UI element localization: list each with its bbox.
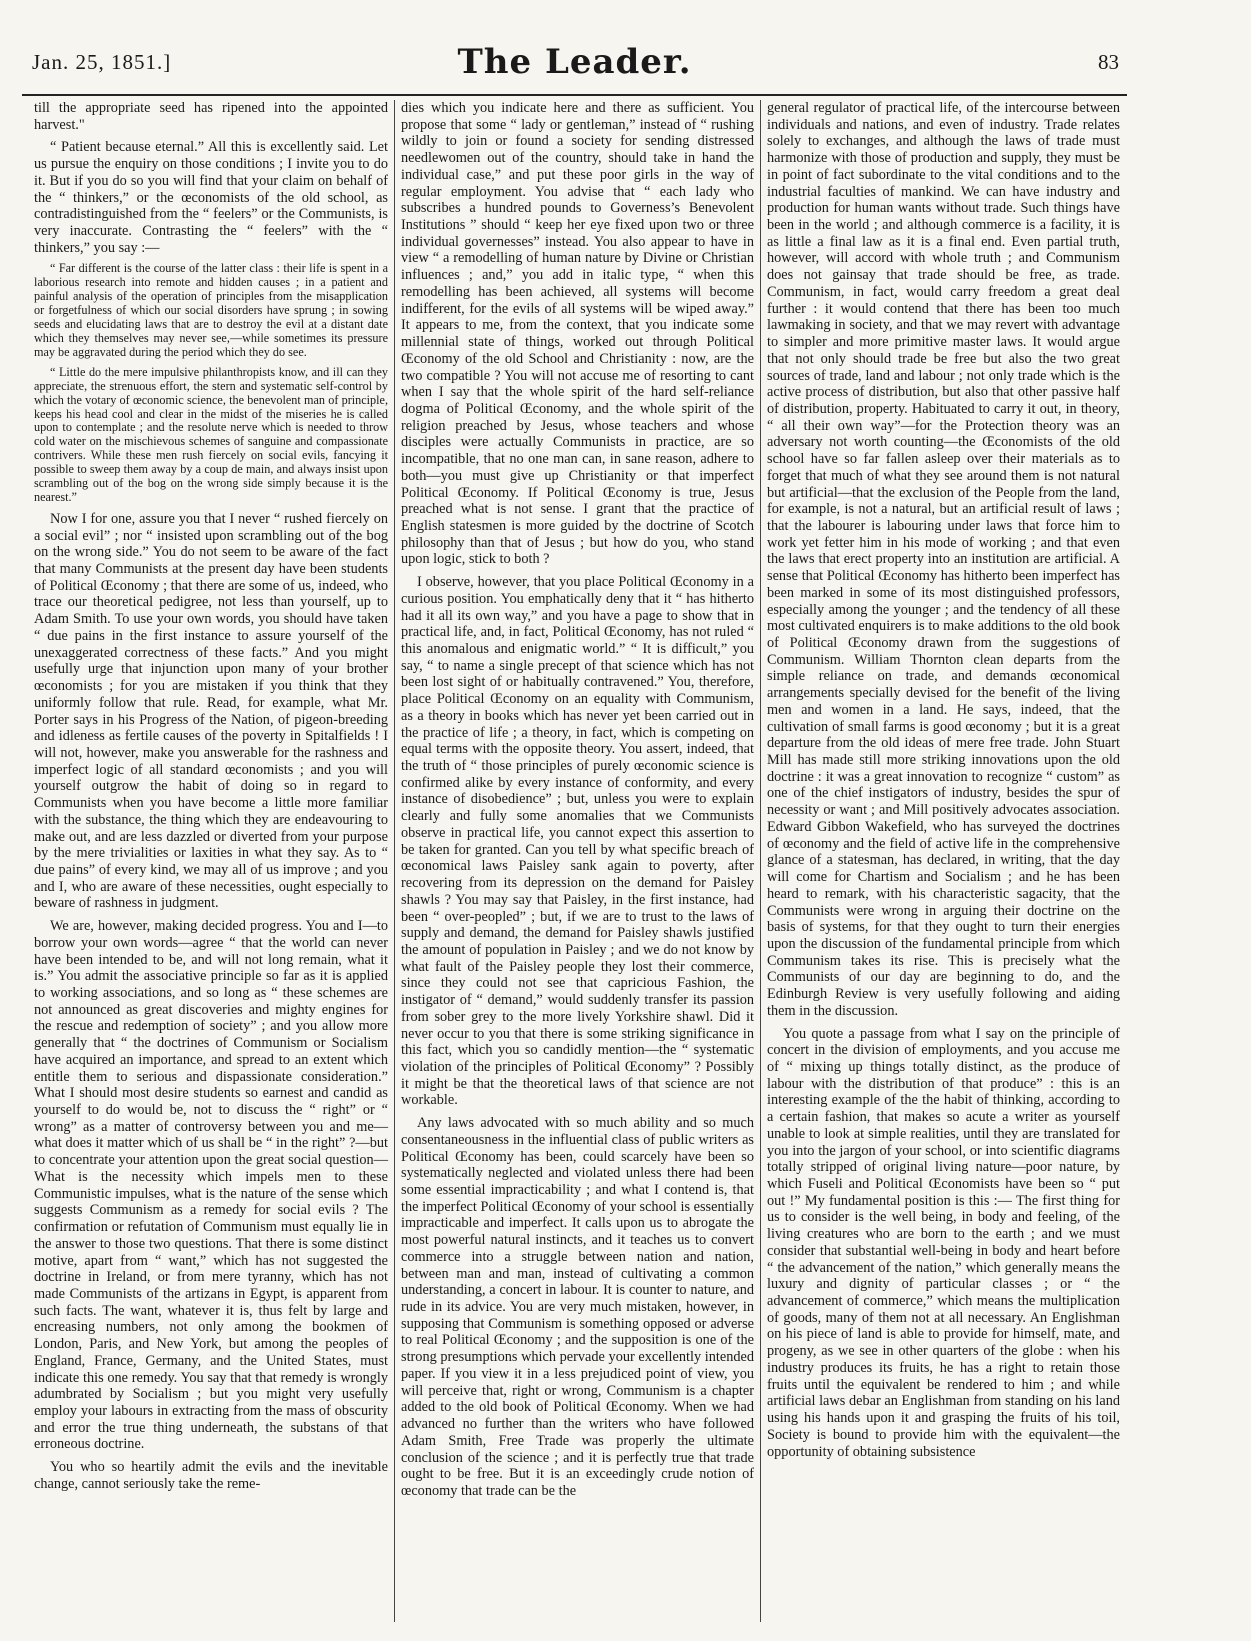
- article-columns: [28, 100, 1128, 1622]
- page-number: 83: [1098, 50, 1119, 74]
- paragraph: We are, however, making decided progress. You and I—to borrow your own words—agree “ that the world can never have been intended to be, and will not long remain, what it is.” You admit the associative principle so far as it is applied to working associations, and so long as “ these schemes are not announced as great discoveries and mighty engines for the rescue and redemption of society” ; and you allow more generally that “ the doctrines of Communism or Socialism have acquired an importance, and spread to an extent which entitle them to serious and dispassionate consideration.” What I should most desire students so earnest and candid as yourself to do would be, not to discuss the “ right” or “ wrong” as a matter of controversy between you and me—what does it matter which of us shall be “ in the right” ?—but to concentrate your attention upon the great social question—What is the necessity which impels men to these Communistic impulses, what is the nature of the sense which suggests Communism as a remedy for social evils ? The confirmation or refutation of Communism must equally lie in the answer to those two questions. That there is some distinct motive, apart from “ want,” which has not suggested the doctrine in Ireland, or from mere tyranny, which has not made Communists of the artizans in Egypt, is apparent from such facts. The want, whatever it is, thus felt by large and encreasing numbers, not only among the bookmen of London, Paris, and New York, but among the peoples of England, France, Germany, and the United States, must indicate this one remedy. You say that that remedy is wrongly adumbrated by Socialism ; but you might very usefully employ your labours in extracting from the mass of obscurity and error the true thing underneath, the substans of that erroneous doctrine.: [34, 918, 388, 1453]
- block-quote: “ Little do the mere impulsive philanthropists know, and ill can they appreciate, the strenuous effort, the stern and systematic self-control by which the votary of œconomic science, the benevolent man of principle, keeps his head cool and clear in the midst of the miseries he is called upon to contemplate ; and the resolute nerve which is needed to throw cold water on the mischievous schemes of sanguine and compassionate contrivers. While these men rush fiercely on social evils, fancying it possible to sweep them away by a coup de main, and always insist upon scrambling out of the bog on the wrong side simply because it is the nearest.”: [34, 364, 388, 504]
- paragraph: You who so heartily admit the evils and the inevitable change, cannot seriously take the reme-: [34, 1459, 388, 1492]
- issue-date: Jan. 25, 1851.]: [32, 50, 172, 74]
- paragraph: dies which you indicate here and there as sufficient. You propose that some “ lady or gentleman,” instead of “ rushing wildly to join or found a society for sending distressed needlewomen out of the country, should take in hand the individual case,” and put these poor girls in the way of regular employment. You advise that “ each lady who subscribes a hundred pounds to Governess’s Benevolent Institutions ” should “ keep her eye fixed upon two or three individual governesses” instead. You also appear to have in view “ a remodelling of human nature by Divine or Christian influences ; and,” you add in italic type, “ when this remodelling has been achieved, all systems will become indifferent, for the evils of all systems will be wiped away.” It appears to me, from the context, that you indicate some millennial state of things, worked out through Political Œconomy of the old School and Christianity : now, are the two compatible ? You will not accuse me of resorting to cant when I say that the whole spirit of the hard self-reliance dogma of Political Œconomy, and the whole spirit of the religion preached by Jesus, whose teachers and whose disciples were actually Communists in practice, are so incompatible, that no one man can, in sane reason, adhere to both—you must give up Christianity or that imperfect Political Œconomy. If Political Œconomy is true, Jesus preached what is not sense. I grant that the practice of English statesmen is more guided by the doctrine of Scotch philosophy than that of Jesus ; but how do you, who stand upon logic, stick to both ?: [401, 100, 754, 568]
- column-2: [394, 100, 760, 1622]
- header-rule: [22, 94, 1127, 96]
- block-quote: “ Far different is the course of the latter class : their life is spent in a laborious research into remote and hidden causes ; in a patient and painful analysis of the operation of principles from the misapplication or forgetfulness of which our social disorders have sprung ; in sowing seeds and elucidating laws that are to destroy the evil at a distant date which they themselves may never see,—while sometimes its pressure may be aggravated during the period which they do see.: [34, 261, 388, 359]
- paragraph: till the appropriate seed has ripened into the appointed harvest.": [34, 100, 388, 133]
- paragraph: Any laws advocated with so much ability and so much consentaneousness in the influential class of public writers as Political Œconomy has been, could scarcely have been so systematically neglected and violated unless there had been some essential impracticability ; and what I contend is, that the imperfect Political Œconomy of your school is essentially impracticable and imperfect. It calls upon us to abrogate the most powerful natural instincts, and it teaches us to convert commerce into a struggle between nation and nation, between man and man, instead of cultivating a common understanding, a concert in labour. It is counter to nature, and rude in its advice. You are very much mistaken, however, in supposing that Communism is something opposed or adverse to real Political Œconomy ; and the supposition is one of the strong presumptions which pervade your excellently intended paper. If you view it in a less prejudiced point of view, you will perceive that, right or wrong, Communism is a chapter added to the old book of Political Œconomy. When we had advanced no further than the writers who have followed Adam Smith, Free Trade was properly the ultimate conclusion of the science ; and it is perfectly true that trade ought to be free. But it is an exceedingly crude notion of œconomy that trade can be the: [401, 1115, 754, 1499]
- column-3: [760, 100, 1126, 1622]
- paragraph: general regulator of practical life, of the intercourse between individuals and nations, and even of industry. Trade relates solely to exchanges, and although the laws of trade must harmonize with those of production and supply, they must be in point of fact subordinate to the vital conditions and to the industrial faculties of mankind. We can have industry and production for human wants without trade. Such things have been in the world ; and although commerce is a facility, it is as little a final law as it is a final end. Even partial truth, however, will accord with whole truth ; and Communism does not gainsay that trade should be free, as trade. Communism, in fact, would carry freedom a great deal further : it would contend that there has been too much lawmaking in society, and that we may revert with advantage to simpler and more primitive master laws. It would argue that not only should trade be free but also the two great sources of trade, land and labour ; not only trade which is the active process of distribution, but also that other passive half of distribution, property. Habituated to carry it out, in theory, “ all their own way”—for the Protection theory was an adversary not worth counting—the Œconomists of the old school have so far fallen asleep over their materials as to forget that much of what they see around them is not natural but artificial—that the exclusion of the People from the land, for example, is not a natural, but an artificial result of laws ; that the labourer is labouring under laws that force him to work yet fetter him in his mode of working ; and that even the laws that erect property into an institution are artificial. A sense that Political Œconomy has hitherto been imperfect has been marked in some of its most distinguished professors, especially among the younger ; and the tendency of all these most cultivated enquirers is to make additions to the old book of Political Œconomy drawn from the suggestions of Communism. William Thornton clean departs from the simple reliance on trade, and demands œconomical arrangements specially devised for the benefit of the living men and women in a land. He says, indeed, that the cultivation of small farms is good œconomy ; but it is a great departure from the old ideas of mere free trade. John Stuart Mill has made still more striking innovations upon the old doctrine : it was a great innovation to recognize “ custom” as one of the chief instigators of industry, besides the spur of necessity or want ; and Mill positively advocates association. Edward Gibbon Wakefield, who has surveyed the doctrines of œconomy and the field of active life in the comprehensive glance of a statesman, has declared, in writing, that the day will come for Chartism and Socialism ; and he has been heard to remark, with his characteristic sagacity, that the Communists were wrong in arguing their doctrine on the basis of systems, for that they ought to turn their energies upon the discussion of the fundamental principle from which Communism takes its rise. This is precisely what the Communists of our day are beginning to do, and the Edinburgh Review is very usefully following and aiding them in the discussion.: [767, 100, 1120, 1019]
- paragraph: Now I for one, assure you that I never “ rushed fiercely on a social evil” ; nor “ insisted upon scrambling out of the bog on the wrong side.” You do not seem to be aware of the fact that many Communists at the present day have been students of Political Œconomy ; that there are some of us, indeed, who trace our theoretical pedigree, not less than yourself, up to Adam Smith. To use your own words, you should have taken “ due pains in the first instance to assure yourself of the unexaggerated correctness of these facts.” And you might usefully urge that injunction upon many of your brother œconomists ; for you are mistaken if you think that they uniformly follow that rule. Read, for example, what Mr. Porter says in his Progress of the Nation, of pigeon-breeding and idleness as fertile causes of the poverty in Spitalfields ! I will not, however, make you answerable for the rashness and imperfect logic of all standard œconomists ; and you will yourself outgrow the habit of doing so in regard to Communists when you have become a little more familiar with the substance, the thing which they are endeavouring to make out, and are less dazzled or diverted from your purpose by the mere trivialities or laxities in what they say. As to “ due pains” of every kind, we may all of us improve ; and you and I, who are aware of these necessities, ought especially to beware of rashness in judgment.: [34, 510, 388, 912]
- column-1: [28, 100, 394, 1622]
- paragraph: I observe, however, that you place Political Œconomy in a curious position. You emphatically deny that it “ has hitherto had it all its own way,” and you have a page to show that in practical life, and, in fact, Political Œconomy, has not ruled “ this anomalous and enigmatic world.” “ It is difficult,” you say, “ to name a single precept of that science which has not been lost sight of or habitually contravened.” You, therefore, place Political Œconomy on an equality with Communism, as a theory in books which has never yet been carried out in the practice of life ; a theory, in fact, which is competing on equal terms with the opposite theory. You assert, indeed, that the truth of “ those principles of purely œconomic science is confirmed alike by every instance of conformity, and every instance of disobedience” ; but, unless you were to explain clearly and fully some anomalies that we Communists observe in practical life, you cannot expect this assertion to be taken for granted. Can you tell by what specific breach of œconomical laws Paisley sank again to poverty, after recovering from its depression on the demand for Paisley shawls ? You may say that Paisley, in the first instance, had been “ over-peopled” ; but, if we are to trust to the laws of supply and demand, the demand for Paisley shawls justified the amount of population in Paisley ; and we do not know by what fault of the Paisley people they lost their commerce, since they could not see that capricious Fashion, the instigator of “ demand,” would suddenly transfer its passion from sober grey to the more lively Yorkshire shawl. Did it never occur to you that there is some striking significance in this fact, which you so candidly mention—the “ systematic violation of the principles of Political Œconomy” ? Possibly it might be that the theoretical laws of that science are not workable.: [401, 574, 754, 1109]
- paragraph: You quote a passage from what I say on the principle of concert in the division of employments, and you accuse me of “ mixing up things totally distinct, as the produce of labour with the distribution of that produce” : this is an interesting example of the the habit of thinking, according to a certain fashion, that makes so acute a writer as yourself unable to look at simple realities, until they are translated for you into the jargon of your school, or into scientific diagrams totally stripped of original living nature—poor nature, by which Fuseli and Political Œconomists have been so “ put out !” My fundamental position is this :— The first thing for us to consider is the well being, in body and feeling, of the living creatures who are born to the earth ; and we must consider that substantial well-being in body and heart before “ the advancement of the nation,” which generally means the luxury and dignity of particular classes ; or “ the advancement of commerce,” which means the multiplication of goods, many of them not at all necessary. An Englishman on his piece of land is able to provide for himself, mate, and progeny, as we see in other quarters of the globe : when his industry produces its fruits, he has a right to retain those fruits until the equivalent be rendered to him ; and while artificial laws debar an Englishman from standing on his land using his hands upon it and grasping the fruits of his toil, Society is bound to provide him with the equivalent—the opportunity of obtaining subsistence: [767, 1025, 1120, 1460]
- masthead-title: The Leader.: [457, 42, 692, 82]
- paragraph: “ Patient because eternal.” All this is excellently said. Let us pursue the enquiry on those conditions ; I invite you to do it. But if you do so you will find that your claim on behalf of the “ thinkers,” or the œconomists of the old school, as contradistinguished from the “ feelers” or the Communists, is very inaccurate. Contrasting the “ feelers” with the “ thinkers,” you say :—: [34, 139, 388, 256]
- page-header: [22, 44, 1127, 84]
